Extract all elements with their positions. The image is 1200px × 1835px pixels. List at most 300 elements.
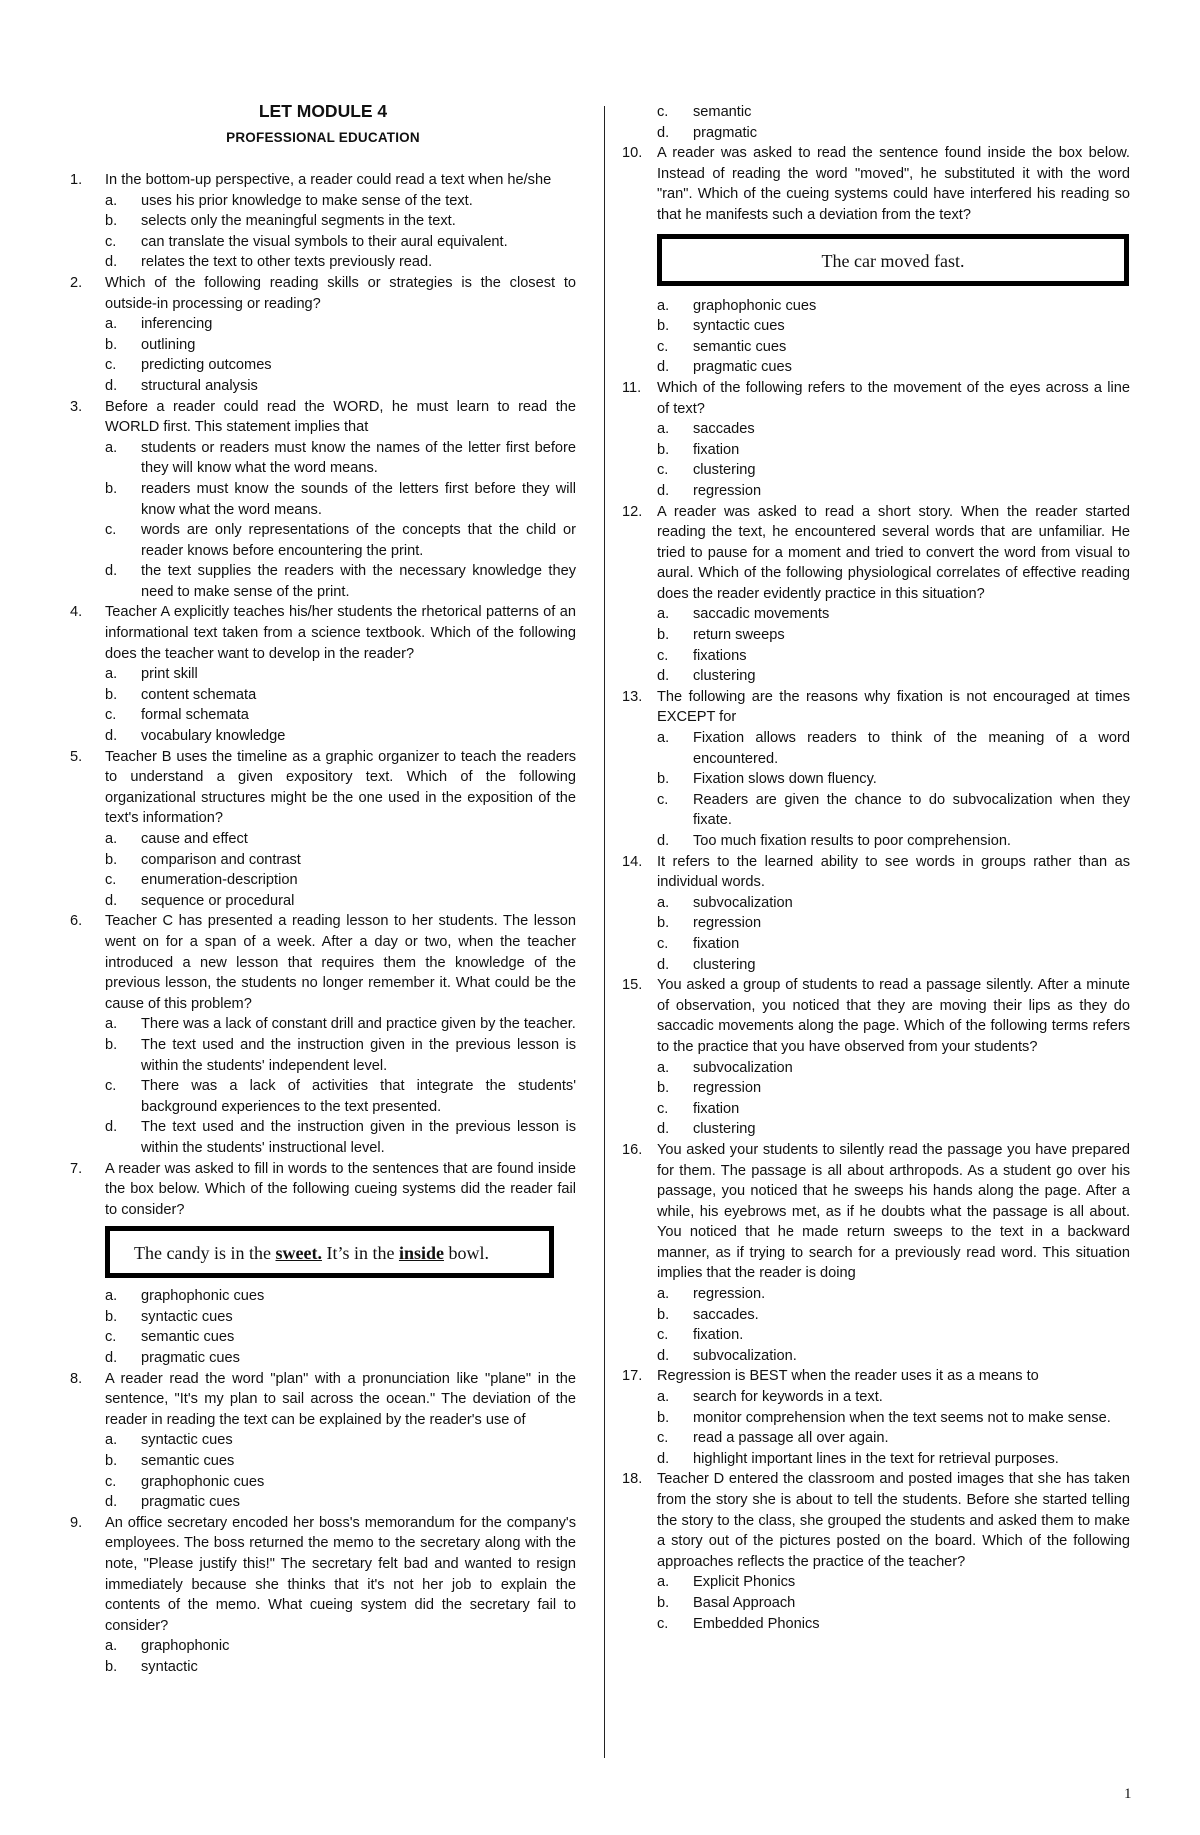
answer-option: [622, 1614, 1130, 1635]
option-text: vocabulary knowledge: [141, 728, 286, 745]
option-text: inferencing: [141, 316, 213, 333]
answer-option: [70, 211, 576, 232]
question-stem: [622, 687, 1130, 728]
question-number: 14.: [622, 853, 643, 870]
option-text: predicting outcomes: [141, 357, 272, 374]
option-letter: d.: [657, 482, 670, 499]
option-letter: c.: [105, 1329, 117, 1346]
answer-option: [70, 870, 576, 891]
answer-option: [622, 666, 1130, 687]
column-divider: [604, 106, 605, 1758]
question-stem: [70, 1159, 576, 1221]
option-text: graphophonic: [141, 1638, 230, 1655]
option-text: Embedded Phonics: [693, 1615, 820, 1632]
option-text: highlight important lines in the text for retrieval purposes.: [693, 1450, 1059, 1467]
option-letter: b.: [105, 1036, 118, 1053]
option-text: saccades.: [693, 1306, 759, 1323]
answer-option: [622, 646, 1130, 667]
option-text: regression: [693, 915, 762, 932]
option-letter: c.: [657, 935, 669, 952]
option-text: regression.: [693, 1286, 766, 1303]
question-number: 4.: [70, 604, 83, 621]
answer-option: [70, 664, 576, 685]
answer-option: [622, 1346, 1130, 1367]
option-text: clustering: [693, 462, 756, 479]
option-letter: d.: [657, 833, 670, 849]
answer-option: [70, 561, 576, 602]
question-text: A reader was asked to read a short story. When the reader started reading the text, he encountered several words that are unfamiliar. He tried to pause for a moment and tried to convert the word from visual to aural. Which of the following physiological correlates of effective reading does the reader evidently practice in this situation?: [657, 503, 1130, 602]
question-stem: [622, 502, 1130, 605]
option-letter: d.: [105, 377, 118, 394]
option-text: the text supplies the readers with the necessary knowledge they need to make sense of the print.: [141, 563, 576, 600]
option-text: graphophonic cues: [141, 1288, 265, 1305]
option-text: graphophonic cues: [693, 297, 817, 314]
option-text: clustering: [693, 1121, 756, 1138]
answer-option: [70, 891, 576, 912]
question-number: 13.: [622, 688, 643, 705]
option-text: Basal Approach: [693, 1594, 796, 1611]
option-text: clustering: [693, 956, 756, 973]
answer-option: [70, 191, 576, 212]
option-text: saccades: [693, 421, 755, 438]
option-letter: a.: [105, 439, 118, 456]
answer-option: [622, 728, 1130, 769]
question-number: 11.: [622, 379, 642, 396]
option-text: subvocalization: [693, 1059, 793, 1076]
question-item: [622, 143, 1130, 378]
option-letter: c.: [657, 1327, 669, 1344]
answer-option: [70, 1117, 576, 1158]
question-text: You asked your students to silently read the passage you have prepared for them. The passage is all about arthropods. As a student go over his passage, you noticed that he sweeps his hands along the page. After a while, his eyebrows met, as if he doubts what the passage is all about. You noticed that he made return sweeps to the text in a backward manner, as if trying to search for a previously read word. This situation implies that the reader is doing: [657, 1141, 1130, 1282]
option-letter: b.: [105, 1453, 118, 1470]
option-text: saccadic movements: [693, 606, 830, 623]
option-letter: c.: [657, 1615, 669, 1632]
option-text: subvocalization: [693, 894, 793, 911]
option-text: regression: [693, 482, 762, 499]
option-letter: d.: [105, 1119, 118, 1136]
option-letter: d.: [657, 668, 670, 685]
question-text: Teacher C has presented a reading lesson to her students. The lesson went on for a span of a week. After a day or two, when the teacher introduced a new lesson that requires them the knowledge of the previous lesson, the students no longer remember it. What could be the cause of this problem?: [105, 913, 576, 1012]
answer-option: [70, 479, 576, 520]
option-letter: a.: [657, 606, 670, 623]
option-text: words are only representations of the concepts that the child or reader knows before encountering the print.: [141, 522, 576, 559]
answer-option: [622, 419, 1130, 440]
option-letter: d.: [105, 892, 118, 909]
option-text: graphophonic cues: [141, 1473, 265, 1490]
answer-option: [622, 1593, 1130, 1614]
question-item: [70, 1369, 576, 1513]
page-number: 1: [1124, 1786, 1132, 1802]
option-letter: b.: [105, 1658, 118, 1675]
answer-option: [622, 1284, 1130, 1305]
option-text: can translate the visual symbols to their aural equivalent.: [141, 233, 508, 250]
question-text: In the bottom-up perspective, a reader could read a text when he/she: [105, 172, 552, 188]
option-letter: a.: [105, 316, 118, 333]
question-stem: [622, 1366, 1130, 1387]
option-text: sequence or procedural: [141, 892, 295, 909]
answer-option: [622, 357, 1130, 378]
option-letter: c.: [105, 522, 117, 539]
answer-option: [70, 355, 576, 376]
question-number: 6.: [70, 913, 83, 930]
option-text: syntactic cues: [141, 1432, 233, 1449]
option-letter: d.: [657, 956, 670, 973]
question-stem: [70, 273, 576, 314]
question-item: [70, 747, 576, 912]
option-text: semantic cues: [693, 338, 787, 355]
question-text: Teacher D entered the classroom and posted images that she has taken from the story she is about to tell the students. Before she started telling the story to the class, she grouped the students and asked them to make a story out of the pictures posted on the board. Which of the following approaches reflects the practice of the teacher?: [657, 1471, 1130, 1570]
question-text: A reader was asked to fill in words to the sentences that are found inside the box below. Which of the following cueing systems did the reader fail to consider?: [105, 1160, 576, 1218]
option-letter: c.: [105, 1078, 117, 1095]
option-letter: a.: [657, 894, 670, 911]
option-letter: b.: [657, 1409, 670, 1426]
answer-option: [70, 520, 576, 561]
right-column: [622, 102, 1130, 1634]
option-letter: b.: [657, 1080, 670, 1097]
option-letter: c.: [105, 357, 117, 374]
answer-option: [70, 1348, 576, 1369]
option-letter: d.: [105, 563, 118, 580]
question-text: Teacher B uses the timeline as a graphic organizer to teach the readers to understand a given expository text. Which of the following organizational structures might be the one used in the exposition of the text's information?: [105, 748, 576, 827]
option-text: monitor comprehension when the text seems not to make sense.: [693, 1409, 1111, 1426]
answer-option: [622, 1325, 1130, 1346]
option-text: Readers are given the chance to do subvocalization when they fixate.: [693, 791, 1130, 829]
answer-option: [622, 102, 1130, 123]
option-letter: d.: [105, 1350, 118, 1367]
option-text: syntactic cues: [693, 318, 785, 335]
question-number: 2.: [70, 274, 83, 291]
question-item: [622, 1140, 1130, 1367]
option-letter: a.: [657, 1574, 670, 1591]
answer-option: [70, 1472, 576, 1493]
answer-option: [70, 850, 576, 871]
option-letter: c.: [657, 1100, 669, 1117]
question-number: 1.: [70, 172, 83, 188]
document-subtitle: PROFESSIONAL EDUCATION: [226, 130, 420, 145]
answer-option: [70, 1636, 576, 1657]
right-question-list: [622, 143, 1130, 1634]
answer-option: [622, 1428, 1130, 1449]
option-letter: a.: [657, 297, 670, 314]
answer-option: [622, 1058, 1130, 1079]
option-letter: a.: [105, 1016, 118, 1033]
sentence-box: [105, 1226, 554, 1278]
option-letter: c.: [105, 872, 117, 889]
answer-option: [622, 893, 1130, 914]
question-number: 18.: [622, 1471, 643, 1488]
option-letter: d.: [657, 124, 670, 141]
answer-option: [622, 296, 1130, 317]
question-item: [622, 975, 1130, 1140]
answer-option: [70, 1327, 576, 1348]
answer-option: [622, 955, 1130, 976]
option-text: print skill: [141, 666, 198, 683]
option-text: read a passage all over again.: [693, 1430, 889, 1447]
option-letter: c.: [105, 1473, 117, 1490]
answer-option: [70, 705, 576, 726]
answer-option: [622, 769, 1130, 790]
answer-option: [70, 1286, 576, 1307]
sentence-box: The car moved fast.: [657, 234, 1129, 286]
option-text: fixation: [693, 935, 740, 952]
option-text: regression: [693, 1080, 762, 1097]
question-stem: [70, 602, 576, 664]
question-item: [622, 1366, 1130, 1469]
option-text: Fixation allows readers to think of the meaning of a word encountered.: [693, 730, 1130, 767]
option-text: clustering: [693, 668, 756, 685]
option-text: search for keywords in a text.: [693, 1389, 883, 1406]
question-text: Teacher A explicitly teaches his/her students the rhetorical patterns of an informational text taken from a science textbook. Which of the following does the teacher want to develop in the reader?: [105, 604, 576, 662]
question-number: 7.: [70, 1160, 83, 1177]
answer-option: [622, 604, 1130, 625]
option-text: enumeration-description: [141, 872, 298, 889]
question-stem: [70, 1369, 576, 1431]
option-text: cause and effect: [141, 831, 248, 847]
answer-option: [70, 438, 576, 479]
question-text: Which of the following refers to the movement of the eyes across a line of text?: [657, 379, 1130, 417]
question-text: Which of the following reading skills or strategies is the closest to outside-in processing or reading?: [105, 274, 576, 312]
answer-option: [622, 1119, 1130, 1140]
question-item: [622, 378, 1130, 502]
option-letter: c.: [657, 462, 669, 479]
question-stem: [70, 397, 576, 438]
answer-option: [70, 1035, 576, 1076]
answer-option: [70, 314, 576, 335]
question-stem: [70, 911, 576, 1014]
option-letter: a.: [657, 1286, 670, 1303]
option-letter: a.: [105, 1432, 118, 1449]
answer-option: [622, 440, 1130, 461]
underlined-word: inside: [398, 1243, 444, 1264]
box-text: It’s in the: [321, 1243, 399, 1264]
option-letter: a.: [105, 831, 118, 847]
question-item: [70, 911, 576, 1158]
question-number: 8.: [70, 1370, 83, 1387]
option-letter: b.: [105, 213, 118, 230]
answer-option: [622, 934, 1130, 955]
question-item: [622, 1469, 1130, 1634]
question-item: [70, 273, 576, 397]
answer-option: [70, 335, 576, 356]
option-letter: d.: [657, 1347, 670, 1364]
answer-option: [70, 1430, 576, 1451]
question-number: 9.: [70, 1514, 83, 1531]
answer-option: [622, 481, 1130, 502]
answer-option: [622, 625, 1130, 646]
answer-option: [70, 232, 576, 253]
option-letter: b.: [657, 318, 670, 335]
question-number: 17.: [622, 1368, 643, 1385]
option-letter: a.: [657, 730, 670, 747]
question-item: [70, 602, 576, 746]
option-text: uses his prior knowledge to make sense of the text.: [141, 192, 473, 209]
option-letter: b.: [657, 627, 670, 644]
option-text: fixation: [693, 1100, 740, 1117]
answer-option: [70, 685, 576, 706]
option-letter: a.: [105, 1638, 118, 1655]
option-letter: c.: [105, 233, 117, 250]
left-question-list: [70, 170, 576, 1678]
option-text: structural analysis: [141, 377, 258, 394]
option-text: The text used and the instruction given in the previous lesson is within the students' independent level.: [141, 1036, 576, 1074]
answer-option: [622, 1572, 1130, 1593]
option-text: fixation.: [693, 1327, 744, 1344]
answer-option: [622, 1305, 1130, 1326]
answer-option: [622, 913, 1130, 934]
answer-option: [622, 1408, 1130, 1429]
question-stem: [622, 378, 1130, 419]
answer-option: [622, 790, 1130, 831]
answer-option: [70, 1076, 576, 1117]
question-stem: [70, 1513, 576, 1637]
option-text: content schemata: [141, 686, 257, 703]
question-number: 12.: [622, 503, 643, 520]
option-text: selects only the meaningful segments in the text.: [141, 213, 456, 230]
option-text: return sweeps: [693, 627, 785, 644]
option-letter: d.: [657, 1450, 670, 1467]
option-letter: b.: [657, 771, 670, 788]
answer-option: [70, 252, 576, 273]
question-number: 16.: [622, 1141, 643, 1158]
option-text: comparison and contrast: [141, 851, 301, 868]
option-letter: a.: [657, 421, 670, 438]
question-number: 3.: [70, 398, 83, 415]
answer-option: [622, 1449, 1130, 1470]
option-letter: b.: [105, 1308, 118, 1325]
option-letter: c.: [657, 1430, 669, 1447]
option-letter: b.: [105, 851, 118, 868]
question-number: 10.: [622, 145, 643, 162]
option-text: outlining: [141, 336, 196, 353]
question-stem: [622, 852, 1130, 893]
answer-option: [622, 1099, 1130, 1120]
option-text: There was a lack of activities that integrate the students' background experiences to the text presented.: [141, 1078, 576, 1115]
option-text: formal schemata: [141, 707, 249, 724]
document-title: LET MODULE 4: [258, 101, 388, 121]
question-stem: [622, 143, 1130, 225]
answer-option: [70, 1492, 576, 1513]
option-letter: d.: [105, 1494, 118, 1511]
option-text: fixations: [693, 647, 747, 664]
option-text: students or readers must know the names of the letter first before they will know what the word means.: [141, 439, 576, 477]
question-text: Before a reader could read the WORD, he must learn to read the WORLD first. This statement implies that: [105, 398, 576, 436]
option-letter: b.: [105, 686, 118, 703]
question-text: An office secretary encoded her boss's memorandum for the company's employees. The boss returned the memo to the secretary along with the note, "Please justify this!" The secretary felt bad and wanted to resign immediately because she thinks that it's not her job to explain the contents of the memo. What cueing system did the secretary fail to consider?: [105, 1514, 576, 1634]
answer-option: [622, 831, 1130, 852]
answer-option: [70, 1657, 576, 1678]
question-text: You asked a group of students to read a passage silently. After a minute of observation, you noticed that they are moving their lips as they do saccadic movements along the page. Which of the following terms refers to the practice that you have observed from your students?: [657, 977, 1130, 1055]
box-text: The candy is in the: [134, 1243, 276, 1264]
question-item: [70, 1513, 576, 1678]
answer-option: [622, 123, 1130, 144]
question-item: [70, 1159, 576, 1369]
question-text: A reader read the word "plan" with a pronunciation like "plane" in the sentence, "It's my plan to sail across the ocean." The deviation of the reader in reading the text can be explained by the reader's use of: [105, 1370, 576, 1428]
question-item: [70, 170, 576, 273]
question-stem: [622, 975, 1130, 1057]
option-letter: c.: [657, 104, 669, 120]
answer-option: [622, 337, 1130, 358]
option-text: pragmatic cues: [141, 1350, 240, 1367]
question-number: 5.: [70, 748, 83, 765]
option-letter: d.: [657, 1121, 670, 1138]
question-text: The following are the reasons why fixation is not encouraged at times EXCEPT for: [657, 688, 1130, 726]
question-stem: [70, 747, 576, 829]
option-letter: b.: [105, 480, 118, 497]
option-text: subvocalization.: [693, 1347, 797, 1364]
option-letter: a.: [657, 1389, 670, 1406]
answer-option: [70, 726, 576, 747]
option-text: pragmatic cues: [141, 1494, 240, 1511]
answer-option: [622, 460, 1130, 481]
option-letter: c.: [657, 647, 669, 664]
option-text: Explicit Phonics: [693, 1574, 796, 1591]
answer-option: [70, 376, 576, 397]
answer-option: [622, 1387, 1130, 1408]
option-letter: c.: [105, 707, 117, 724]
question-number: 15.: [622, 977, 643, 994]
option-letter: a.: [657, 1059, 670, 1076]
answer-option: [622, 1078, 1130, 1099]
underlined-word: sweet.: [275, 1243, 322, 1264]
option-letter: d.: [105, 254, 118, 271]
option-text: semantic cues: [141, 1453, 235, 1470]
option-text: The text used and the instruction given in the previous lesson is within the students' instructional level.: [141, 1119, 576, 1156]
option-text: syntactic cues: [141, 1308, 233, 1325]
question-stem: [70, 170, 576, 191]
option-letter: d.: [657, 359, 670, 376]
option-text: fixation: [693, 441, 740, 458]
answer-option: [70, 1307, 576, 1328]
question-item: [622, 852, 1130, 976]
box-text: bowl.: [443, 1243, 489, 1264]
option-letter: c.: [657, 338, 669, 355]
option-text: syntactic: [141, 1658, 198, 1675]
question-text: Regression is BEST when the reader uses it as a means to: [657, 1368, 1039, 1385]
question-item: [70, 397, 576, 603]
question-item: [622, 502, 1130, 687]
answer-option: [622, 316, 1130, 337]
answer-option: [70, 1451, 576, 1472]
continued-options: [622, 102, 1130, 143]
option-text: pragmatic: [693, 124, 758, 141]
option-text: relates the text to other texts previously read.: [141, 254, 433, 271]
option-letter: d.: [105, 728, 118, 745]
option-letter: b.: [657, 1594, 670, 1611]
option-letter: b.: [657, 441, 670, 458]
option-text: Fixation slows down fluency.: [693, 771, 877, 788]
option-text: Too much fixation results to poor comprehension.: [693, 833, 1011, 849]
option-letter: b.: [657, 1306, 670, 1323]
answer-option: [70, 829, 576, 850]
option-letter: a.: [105, 666, 118, 683]
option-letter: a.: [105, 192, 118, 209]
question-stem: [622, 1140, 1130, 1284]
option-letter: b.: [657, 915, 670, 932]
option-text: pragmatic cues: [693, 359, 792, 376]
option-text: semantic cues: [141, 1329, 235, 1346]
question-item: [622, 687, 1130, 852]
answer-option: [70, 1014, 576, 1035]
option-letter: b.: [105, 336, 118, 353]
left-column: [70, 100, 576, 1678]
option-letter: a.: [105, 1288, 118, 1305]
question-text: A reader was asked to read the sentence found inside the box below. Instead of reading the word "moved", he substituted it with the word "ran". Which of the cueing systems could have interfered his reading so that he manifests such a deviation from the text?: [657, 145, 1130, 223]
question-text: It refers to the learned ability to see words in groups rather than as individual words.: [657, 853, 1130, 891]
option-text: readers must know the sounds of the letters first before they will know what the word means.: [141, 480, 576, 518]
question-stem: [622, 1469, 1130, 1572]
option-letter: c.: [657, 791, 669, 808]
option-text: There was a lack of constant drill and practice given by the teacher.: [141, 1016, 576, 1033]
